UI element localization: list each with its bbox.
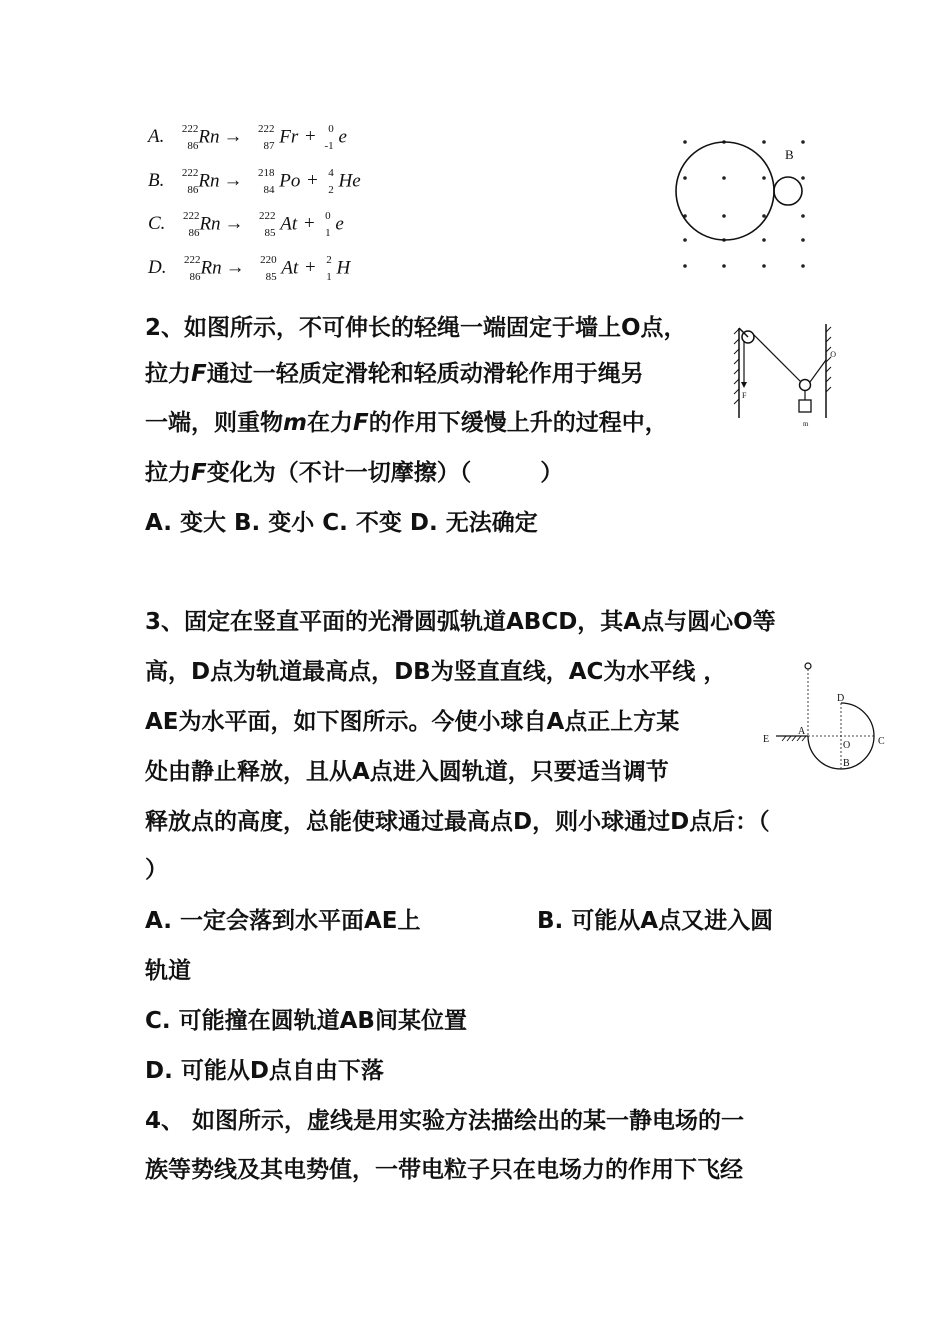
plus-sign: + bbox=[304, 257, 316, 279]
atomic-number: 84 bbox=[263, 184, 275, 196]
arrow-icon: → bbox=[225, 257, 245, 279]
parent-symbol: Rn bbox=[198, 126, 220, 148]
particle-symbol: e bbox=[338, 126, 347, 148]
atomic-number: 1 bbox=[325, 227, 331, 239]
nuclide-index bbox=[170, 168, 198, 196]
q3-line-6: ） bbox=[145, 857, 168, 883]
q1-option-c bbox=[148, 211, 344, 239]
mass-number: 2 bbox=[326, 254, 332, 266]
variable-f: F bbox=[191, 361, 207, 387]
q3-line-1: 3、固定在竖直平面的光滑圆弧轨道ABCD，其A点与圆心O等 bbox=[145, 609, 776, 635]
arrow-icon: → bbox=[223, 170, 243, 192]
label-o: O bbox=[830, 350, 836, 359]
atomic-number: -1 bbox=[324, 140, 334, 152]
q3-line-4: 处由静止释放，且从A点进入圆轨道，只要适当调节 bbox=[145, 759, 669, 785]
mass-number: 222 bbox=[181, 123, 199, 135]
label-a: A bbox=[798, 726, 806, 737]
ball bbox=[805, 663, 811, 669]
atomic-number: 85 bbox=[264, 227, 276, 239]
text: 在力 bbox=[306, 410, 353, 436]
label-e: E bbox=[763, 734, 770, 745]
nuclide-index bbox=[248, 211, 276, 239]
force-arrow-icon bbox=[741, 382, 747, 388]
atomic-number: 86 bbox=[187, 140, 199, 152]
particle-symbol: e bbox=[335, 213, 344, 235]
q3-line-2: 高，D点为轨道最高点，DB为竖直直线，AC为水平线 ， bbox=[145, 659, 727, 685]
q4-line-2: 族等势线及其电势值，一带电粒子只在电场力的作用下飞经 bbox=[145, 1157, 743, 1183]
option-label: C. bbox=[148, 213, 166, 235]
nuclide-index bbox=[170, 124, 198, 152]
variable-f: F bbox=[191, 460, 207, 486]
nuclide-index bbox=[318, 255, 332, 283]
mass-number: 220 bbox=[260, 254, 277, 266]
product-symbol: Po bbox=[279, 170, 301, 192]
q1-option-b bbox=[148, 168, 361, 196]
q3-option-b: B. 可能从A点又进入圆 bbox=[537, 908, 774, 934]
mass-number: 218 bbox=[257, 167, 275, 179]
variable-m: m bbox=[283, 410, 307, 436]
mass-number: 0 bbox=[325, 210, 331, 222]
option-label: D. bbox=[148, 257, 167, 279]
q4-line-1: 4、 如图所示，虚线是用实验方法描绘出的某一静电场的一 bbox=[145, 1108, 745, 1134]
q2-options: A. 变大 B. 变小 C. 不变 D. 无法确定 bbox=[145, 510, 538, 536]
nuclide-index bbox=[320, 168, 334, 196]
text: 变化为（不计一切摩擦）（ ） bbox=[206, 460, 564, 486]
rope-left bbox=[753, 334, 801, 382]
particle-symbol: He bbox=[338, 170, 361, 192]
q2-line-3 bbox=[145, 409, 668, 437]
nuclide-index bbox=[171, 211, 199, 239]
text: 拉力 bbox=[145, 460, 191, 486]
movable-pulley bbox=[800, 380, 811, 391]
parent-symbol: Rn bbox=[198, 170, 220, 192]
atomic-number: 85 bbox=[265, 271, 277, 283]
parent-symbol: Rn bbox=[200, 257, 222, 279]
mass-number: 4 bbox=[328, 167, 334, 179]
text: 通过一轻质定滑轮和轻质动滑轮作用于绳另 bbox=[206, 361, 644, 387]
arrow-icon: → bbox=[223, 126, 243, 148]
label-d: D bbox=[837, 693, 845, 704]
nuclide-index bbox=[249, 255, 277, 283]
mass-number: 222 bbox=[257, 123, 275, 135]
plus-sign: + bbox=[304, 126, 316, 148]
atomic-number: 1 bbox=[326, 271, 332, 283]
product-symbol: At bbox=[281, 257, 299, 279]
text: 拉力 bbox=[145, 361, 191, 387]
parent-symbol: Rn bbox=[199, 213, 221, 235]
nuclide-index bbox=[246, 168, 274, 196]
nuclide-index bbox=[318, 124, 334, 152]
nuclide-index bbox=[246, 124, 274, 152]
large-track-circle bbox=[676, 142, 774, 240]
product-symbol: At bbox=[280, 213, 298, 235]
label-b: B bbox=[785, 147, 794, 162]
label-m: m bbox=[803, 420, 809, 428]
q2-line-2 bbox=[145, 360, 644, 388]
q3-line-5: 释放点的高度，总能使球通过最高点D，则小球通过D点后：（ bbox=[145, 809, 770, 835]
atomic-number: 86 bbox=[187, 184, 199, 196]
variable-f: F bbox=[352, 410, 369, 436]
q2-line-4 bbox=[145, 459, 563, 487]
mass-number: 0 bbox=[328, 123, 334, 135]
label-c: C bbox=[878, 736, 885, 747]
option-label: B. bbox=[148, 170, 165, 192]
mass-number: 222 bbox=[182, 210, 200, 222]
plus-sign: + bbox=[307, 170, 318, 192]
text: 的作用下缓慢上升的过程中， bbox=[368, 410, 668, 436]
q1-option-a bbox=[148, 124, 347, 152]
arrow-icon: → bbox=[224, 213, 244, 235]
mass-number: 222 bbox=[183, 254, 201, 266]
nuclide-index bbox=[172, 255, 200, 283]
mass-number: 222 bbox=[181, 167, 199, 179]
option-label: A. bbox=[148, 126, 165, 148]
product-symbol: Fr bbox=[279, 126, 299, 148]
atomic-number: 86 bbox=[188, 227, 200, 239]
q3-option-c: C. 可能撞在圆轨道AB间某位置 bbox=[145, 1008, 467, 1034]
atomic-number: 86 bbox=[189, 271, 201, 283]
label-f: F bbox=[742, 391, 747, 400]
label-o: O bbox=[843, 740, 851, 751]
q1-track-figure bbox=[672, 130, 822, 280]
mass-number: 222 bbox=[259, 210, 276, 222]
q3-option-d: D. 可能从D点自由下落 bbox=[145, 1058, 384, 1084]
label-b: B bbox=[843, 758, 850, 769]
q3-option-a: A. 一定会落到水平面AE上 bbox=[145, 908, 421, 934]
small-track-circle bbox=[774, 177, 802, 205]
atomic-number: 87 bbox=[263, 140, 275, 152]
q3-track-figure bbox=[758, 658, 893, 778]
particle-symbol: H bbox=[336, 257, 351, 279]
q1-option-d bbox=[148, 255, 350, 283]
rope-right bbox=[810, 360, 826, 382]
q2-line-1: 2、如图所示，不可伸长的轻绳一端固定于墙上O点， bbox=[145, 315, 687, 341]
nuclide-index bbox=[317, 211, 331, 239]
weight-box bbox=[799, 400, 811, 412]
q3-option-b-cont: 轨道 bbox=[145, 958, 191, 984]
q2-pulley-figure bbox=[730, 320, 840, 430]
q3-line-3: AE为水平面，如下图所示。今使小球自A点正上方某 bbox=[145, 709, 680, 735]
text: 一端，则重物 bbox=[145, 410, 283, 436]
plus-sign: + bbox=[303, 213, 315, 235]
atomic-number: 2 bbox=[328, 184, 334, 196]
